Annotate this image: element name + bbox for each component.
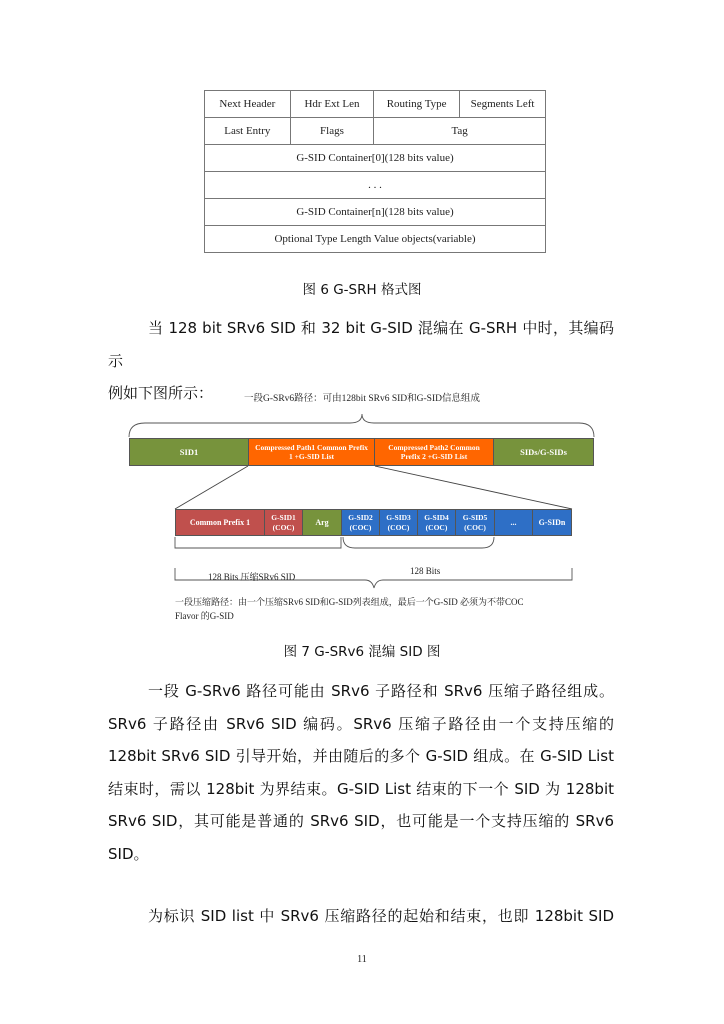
field-next-header: Next Header — [205, 91, 291, 118]
box-sid1: SID1 — [129, 438, 249, 466]
box-sids-gsids: SIDs/G-SIDs — [493, 438, 594, 466]
box-arg: Arg — [302, 509, 342, 536]
label-128-bits: 128 Bits — [410, 566, 441, 576]
expand-line-left — [175, 466, 248, 509]
box-gsid1: G-SID1 (COC) — [264, 509, 303, 536]
label-128-bits-compressed: 128 Bits 压缩SRv6 SID — [208, 572, 296, 582]
field-optional-tlv: Optional Type Length Value objects(variable) — [205, 226, 546, 253]
diagram-top-label: 一段G-SRv6路径：可由128bit SRv6 SID和G-SID信息组成 — [244, 394, 480, 404]
box-gsid3: G-SID3 (COC) — [379, 509, 418, 536]
expand-line-right — [375, 466, 572, 509]
top-brace — [129, 414, 594, 437]
box-ellipsis: ... — [494, 509, 533, 536]
field-gsid-container-n: G-SID Container[n](128 bits value) — [205, 199, 546, 226]
field-segments-left: Segments Left — [460, 91, 546, 118]
diagram-bottom-note-line-2: Flavor 的G-SID — [175, 611, 234, 621]
field-routing-type: Routing Type — [374, 91, 460, 118]
field-flags: Flags — [290, 118, 374, 145]
box-gsid5: G-SID5 (COC) — [455, 509, 495, 536]
box-compressed-path2: Compressed Path2 Common Prefix 2 +G-SID List — [374, 438, 494, 466]
paragraph-2-line-3: 128bit SRv6 SID 引导开始，并由随后的多个 G-SID 组成。在 G-SID List — [108, 747, 614, 766]
box-gsid4: G-SID4 (COC) — [417, 509, 456, 536]
bracket-128-gsids — [343, 537, 494, 548]
box-compressed-path1: Compressed Path1 Common Prefix 1 +G-SID List — [248, 438, 375, 466]
paragraph-3-line-1: 为标识 SID list 中 SRv6 压缩路径的起始和结束，也即 128bit SID — [148, 907, 614, 925]
bracket-128-compressed — [175, 537, 341, 548]
paragraph-2 — [108, 675, 614, 871]
page-number: 11 — [357, 954, 367, 965]
paragraph-2-line-2: SRv6 子路径由 SRv6 SID 编码。SRv6 压缩子路径由一个支持压缩的 — [108, 714, 614, 733]
figure-7-caption: 图 7 G-SRv6 混编 SID 图 — [283, 644, 441, 660]
figure-6-caption: 图 6 G-SRH 格式图 — [302, 282, 422, 298]
field-last-entry: Last Entry — [205, 118, 291, 145]
paragraph-3 — [108, 900, 614, 933]
paragraph-2-line-4: 结束时，需以 128bit 为界结束。G-SID List 结束的下一个 SID 为 128bit — [108, 779, 614, 798]
box-gsidn: G-SIDn — [532, 509, 572, 536]
field-tag: Tag — [374, 118, 546, 145]
paragraph-2-line-1: 一段 G-SRv6 路径可能由 SRv6 子路径和 SRv6 压缩子路径组成。 — [148, 682, 614, 700]
diagram-bottom-note-line-1: 一段压缩路径：由一个压缩SRv6 SID和G-SID列表组成，最后一个G-SID 必须为不带COC — [175, 597, 524, 607]
paragraph-1-line-1: 当 128 bit SRv6 SID 和 32 bit G-SID 混编在 G-SRH 中时，其编码示 — [108, 319, 614, 370]
paragraph-1-line-2: 例如下图所示： — [108, 384, 214, 403]
field-hdr-ext-len: Hdr Ext Len — [290, 91, 374, 118]
box-common-prefix-1: Common Prefix 1 — [175, 509, 265, 536]
paragraph-2-line-5: SRv6 SID，其可能是普通的 SRv6 SID，也可能是一个支持压缩的 SRv6 — [108, 812, 614, 831]
paragraph-2-line-6: SID。 — [108, 844, 149, 863]
field-ellipsis: . . . — [205, 172, 546, 199]
box-gsid2: G-SID2 (COC) — [341, 509, 380, 536]
field-gsid-container-0: G-SID Container[0](128 bits value) — [205, 145, 546, 172]
